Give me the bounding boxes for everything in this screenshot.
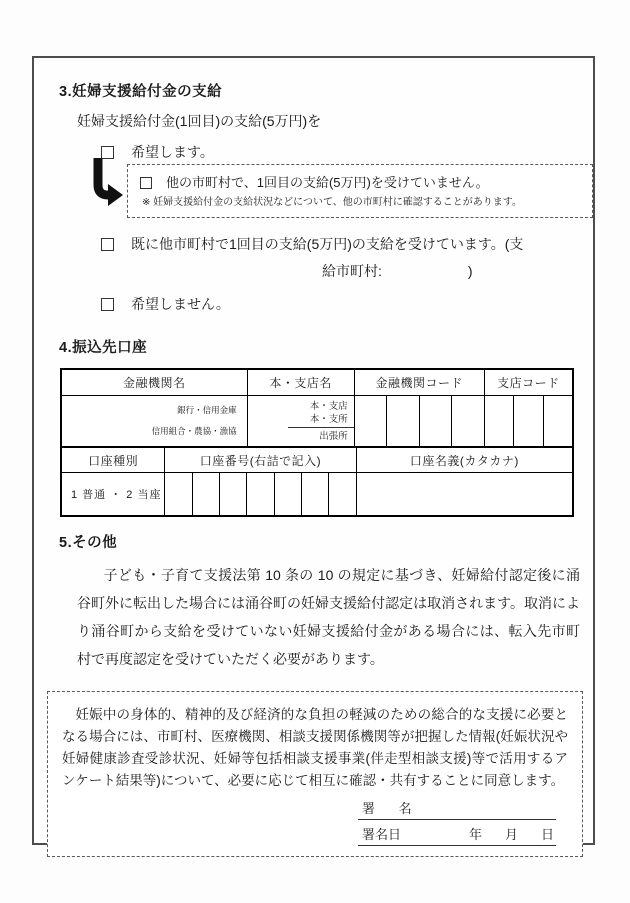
month-label: 月 <box>504 827 518 842</box>
branch-type-label-1: 本・支店 <box>309 400 348 412</box>
section3-heading: 3.妊婦支援給付金の支給 <box>59 84 223 100</box>
code-digit-cell[interactable] <box>514 396 543 446</box>
code-digit-cell[interactable] <box>452 396 483 446</box>
year-label: 年 <box>468 827 482 842</box>
paying-municipality-label: 給市町村: <box>322 263 382 279</box>
signature-block <box>358 794 556 846</box>
code-digit-cell[interactable] <box>355 396 387 446</box>
section3-intro: 妊婦支援給付金(1回目)の支給(5万円)を <box>77 113 322 129</box>
code-digit-cell[interactable] <box>387 396 419 446</box>
section5-body: 子ども・子育て支援法第 10 条の 10 の規定に基づき、妊婦給付認定後に涌谷町外に転出した場合には涌谷町の妊婦支援給付認定は取消されます。取消により涌谷町から支給を受けていない妊婦支援給付金がある場合には、転入先市町村で再度認定を受けていただく必要があります。 <box>77 567 580 667</box>
checkbox-hope-yes[interactable] <box>101 146 114 159</box>
section5-heading: 5.その他 <box>59 535 118 551</box>
bank-table-body-row1 <box>62 396 572 448</box>
sub-condition-note: ※ 妊婦支援給付金の支給状況などについて、他の市町村に確認することがあります。 <box>142 197 522 208</box>
checkbox-already-received[interactable] <box>101 238 114 251</box>
header-branch-code: 支店コード <box>497 376 560 390</box>
code-digit-cell[interactable] <box>420 396 452 446</box>
bank-account-table <box>60 368 574 517</box>
branch-code-cells <box>485 396 572 446</box>
option-already-received-row <box>101 234 593 254</box>
code-digit-cell[interactable] <box>275 473 302 515</box>
code-digit-cell[interactable] <box>193 473 220 515</box>
close-paren: ) <box>467 263 473 279</box>
code-digit-cell[interactable] <box>329 473 355 515</box>
header-account-holder: 口座名義(カタカナ) <box>409 453 519 468</box>
section4-heading: 4.振込先口座 <box>59 340 148 356</box>
code-digit-cell[interactable] <box>220 473 247 515</box>
option-hope-yes-label: 希望します。 <box>131 144 214 160</box>
signature-date-label: 署名日 <box>362 827 402 842</box>
checkbox-hope-no[interactable] <box>101 298 114 311</box>
branch-divider-line <box>288 427 354 428</box>
branch-type-label-2: 本・支所 <box>309 413 348 425</box>
consent-box <box>47 691 583 857</box>
bank-table-header-row1 <box>62 370 572 396</box>
account-type-selector[interactable]: 1 普通 ・ 2 当座 <box>62 473 165 515</box>
header-account-type: 口座種別 <box>62 448 165 472</box>
institution-name-input[interactable] <box>62 396 248 446</box>
bank-table-header-row2 <box>62 448 572 473</box>
signature-row <box>358 794 556 820</box>
bank-type-label-1: 銀行・信用金庫 <box>177 405 237 416</box>
sub-condition-row <box>89 164 593 218</box>
branch-name-input[interactable] <box>248 396 355 446</box>
code-digit-cell[interactable] <box>485 396 514 446</box>
bank-type-label-2: 信用組合・農協・漁協 <box>151 425 237 436</box>
day-label: 日 <box>540 827 554 842</box>
signature-label: 署 名 <box>362 801 422 816</box>
account-holder-input[interactable] <box>357 473 572 515</box>
option-hope-no-row <box>101 294 593 314</box>
paying-municipality-input[interactable] <box>382 263 468 279</box>
header-institution-code: 金融機関コード <box>355 370 485 395</box>
consent-body: 妊娠中の身体的、精神的及び経済的な負担の軽減のための総合的な支援に必要となる場合には、市町村、医療機関、相談支援関係機関等が把握した情報(妊娠状況や妊婦健康診査受診状況、妊婦等包括相談支援事業(伴走型相談支援)等で活用するアンケート結果等)について、必要に応じて相互に確認・共有することに同意します。 <box>62 707 568 788</box>
branch-type-label-3: 出張所 <box>319 430 348 442</box>
sub-condition-box <box>127 164 593 218</box>
option-hope-yes-row <box>101 142 593 162</box>
code-digit-cell[interactable] <box>247 473 274 515</box>
institution-code-cells <box>355 396 485 446</box>
bank-table-body-row2 <box>62 473 572 515</box>
checkbox-no-other-payment[interactable] <box>140 177 152 189</box>
no-other-payment-label: 他の市町村で、1回目の支給(5万円)を受けていません。 <box>166 175 489 190</box>
form-document <box>32 56 595 845</box>
header-institution-name: 金融機関名 <box>62 370 248 395</box>
code-digit-cell[interactable] <box>165 473 192 515</box>
header-account-number: 口座番号(右詰で記入) <box>165 448 357 472</box>
signature-date-row <box>358 820 556 846</box>
down-right-arrow-icon <box>89 158 123 208</box>
option-already-received-continuation <box>322 261 593 281</box>
code-digit-cell[interactable] <box>544 396 572 446</box>
code-digit-cell[interactable] <box>302 473 329 515</box>
account-number-cells <box>165 473 356 515</box>
header-branch-name: 本・支店名 <box>248 370 355 395</box>
option-hope-no-label: 希望しません。 <box>131 296 230 312</box>
option-already-received-label: 既に他市町村で1回目の支給(5万円)の支給を受けています。(支 <box>131 236 524 252</box>
